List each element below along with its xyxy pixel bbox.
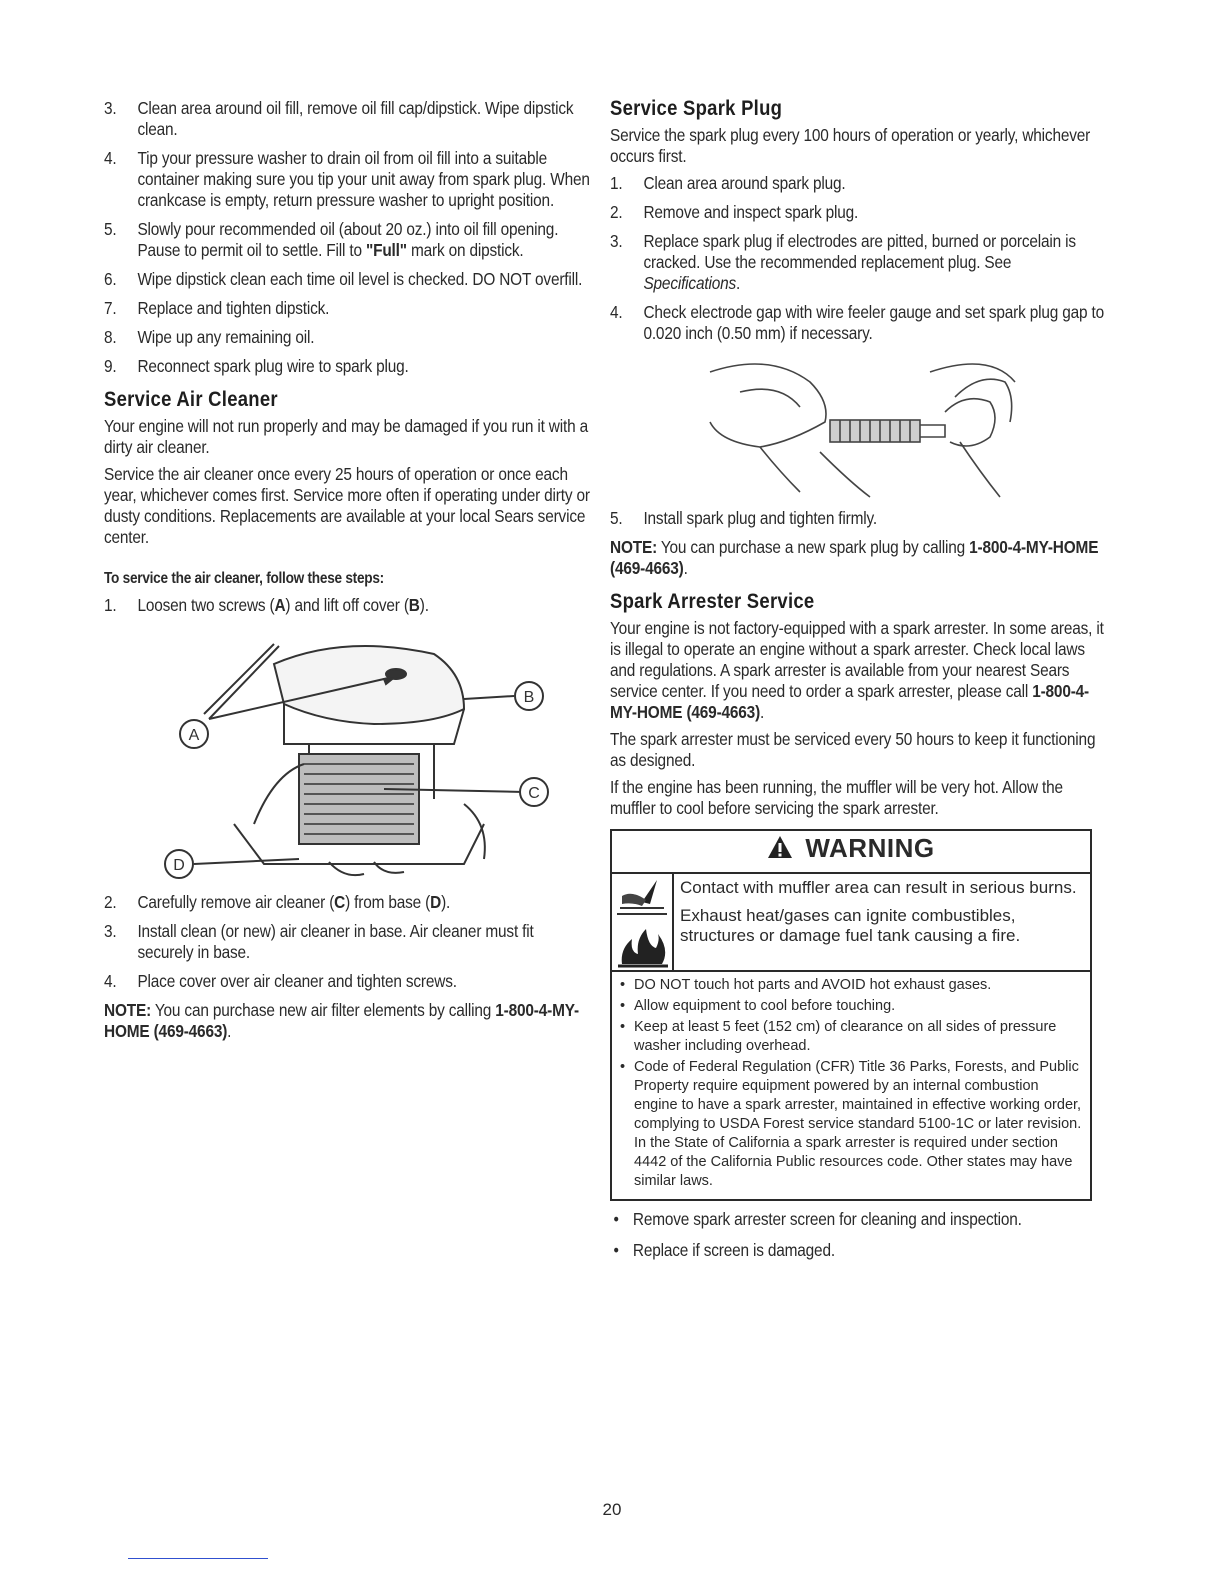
list-item: 1. Clean area around spark plug. [610,173,846,193]
list-item: • Code of Federal Regulation (CFR) Title 36 Parks, Forests, and Public Property require equipment powered by an internal combustion engine to have a spark arrester, maintained in effective working order, complying to USDA Forest service standard 5100-1C or later revision. In the State of California a spark arrester is required under section 4442 of the California Public resources code. Other states may have similar laws. [620,1058,1082,1191]
list-item: • Allow equipment to cool before touching. [620,997,1082,1016]
spark-plug-figure [700,352,1020,502]
warning-hazards [612,874,1090,972]
air-cleaner-steps-a [104,595,591,616]
left-column-text-2 [104,892,591,1042]
oil-change-steps [104,98,591,377]
air-cleaner-figure [134,624,574,886]
label-a: A [188,727,200,744]
list-item: 4. Check electrode gap with wire feeler gauge and set spark plug gap to 0.020 inch (0.50 mm) if necessary. [610,302,1105,343]
list-item: 2. Remove and inspect spark plug. [610,202,859,222]
list-item: 3. Replace spark plug if electrodes are pitted, burned or porcelain is cracked. Use the recommended replacement plug. See Specifications. [610,231,1076,293]
warning-line-2: Exhaust heat/gases can ignite combustibles, structures or damage fuel tank causing a fire. [680,906,1021,945]
right-column-text [610,98,1107,344]
spark-plug-intro: Service the spark plug every 100 hours of operation or yearly, whichever occurs first. [610,125,1091,166]
list-item: 1. Loosen two screws (A) and lift off cover (B). [104,595,429,615]
air-cleaner-subhead: To service the air cleaner, follow these steps: [104,570,384,587]
spark-plug-steps-b [610,508,1107,529]
list-item: 4. Place cover over air cleaner and tighten screws. [104,971,457,991]
list-item: • Replace if screen is damaged. [610,1240,1107,1261]
air-cleaner-heading: Service Air Cleaner [104,388,278,411]
air-cleaner-para-1: Your engine will not run properly and may be damaged if you run it with a dirty air cleaner. [104,416,588,457]
warning-bullets [612,972,1090,1199]
label-d: D [173,857,185,874]
list-item: 3. Install clean (or new) air cleaner in base. Air cleaner must fit securely in base. [104,921,534,962]
list-item: 4. Tip your pressure washer to drain oil from oil fill into a suitable container making sure you tip your unit away from spark plug. When crankcase is empty, return pressure washer to upright position. [104,148,590,210]
spark-plug-heading: Service Spark Plug [610,97,783,120]
list-item: 9. Reconnect spark plug wire to spark plug. [104,356,409,376]
warning-title: WARNING [612,831,1090,874]
spark-plug-note: NOTE: You can purchase a new spark plug by calling 1-800-4-MY-HOME (469-4663). [610,537,1099,578]
list-item: 3. Clean area around oil fill, remove oil fill cap/dipstick. Wipe dipstick clean. [104,98,574,139]
left-column-text [104,98,591,616]
right-column-text-3 [610,1209,1107,1261]
spark-plug-steps [610,173,1107,344]
right-column [610,98,1110,1271]
hot-surface-icon [612,874,672,922]
warning-triangle-icon [767,835,793,866]
list-item: 6. Wipe dipstick clean each time oil level is checked. DO NOT overfill. [104,269,583,289]
spark-arrester-heading: Spark Arrester Service [610,590,815,613]
warning-hazard-text [674,874,1090,970]
phone-number: 1-800-4-MY-HOME (469-4663) [610,537,1099,578]
list-item: • Keep at least 5 feet (152 cm) of clearance on all sides of pressure washer including overhead. [620,1018,1082,1056]
left-column [104,98,594,1048]
list-item: 2. Carefully remove air cleaner (C) from base (D). [104,892,451,912]
air-cleaner-steps-b [104,892,591,992]
label-c: C [528,785,540,802]
arrester-para-3: If the engine has been running, the muffler will be very hot. Allow the muffler to cool before servicing the spark arrester. [610,777,1063,818]
phone-number: 1-800-4-MY-HOME (469-4663) [610,681,1090,722]
list-item: 7. Replace and tighten dipstick. [104,298,330,318]
list-item: 8. Wipe up any remaining oil. [104,327,315,347]
air-cleaner-note: NOTE: You can purchase new air filter elements by calling 1-800-4-MY-HOME (469-4663). [104,1000,579,1041]
label-b: B [523,689,535,706]
warning-icons [612,874,674,970]
fire-icon [612,922,672,970]
right-column-text-2 [610,508,1107,819]
list-item: 5. Slowly pour recommended oil (about 20 oz.) into oil fill opening. Pause to permit oil to settle. Fill to "Full" mark on dipstick. [104,219,559,260]
list-item: • DO NOT touch hot parts and AVOID hot exhaust gases. [620,976,1082,995]
phone-number: 1-800-4-MY-HOME (469-4663) [104,1000,579,1041]
list-item: 5. Install spark plug and tighten firmly. [610,508,877,528]
arrester-para-1: Your engine is not factory-equipped with a spark arrester. In some areas, it is illegal to operate an engine without a spark arrester. Check local laws and regulations. A spark arrester is available from your nearest Sears service center. If you need to order a spark arrester, please call 1-800-4-MY-HOME (469-4663). [610,618,1104,722]
list-item: • Remove spark arrester screen for cleaning and inspection. [610,1209,1107,1230]
arrester-final-bullets [610,1209,1107,1261]
warning-box [610,829,1092,1201]
air-cleaner-para-2: Service the air cleaner once every 25 hours of operation or once each year, whichever comes first. Service more often if operating under dirty or dusty conditions. Replacements are available at your local Sears service center. [104,464,590,547]
arrester-para-2: The spark arrester must be serviced every 50 hours to keep it functioning as designed. [610,729,1096,770]
footer-rule [128,1558,268,1559]
warning-line-1: Contact with muffler area can result in serious burns. [680,878,1077,897]
page-number: 20 [602,1500,622,1519]
